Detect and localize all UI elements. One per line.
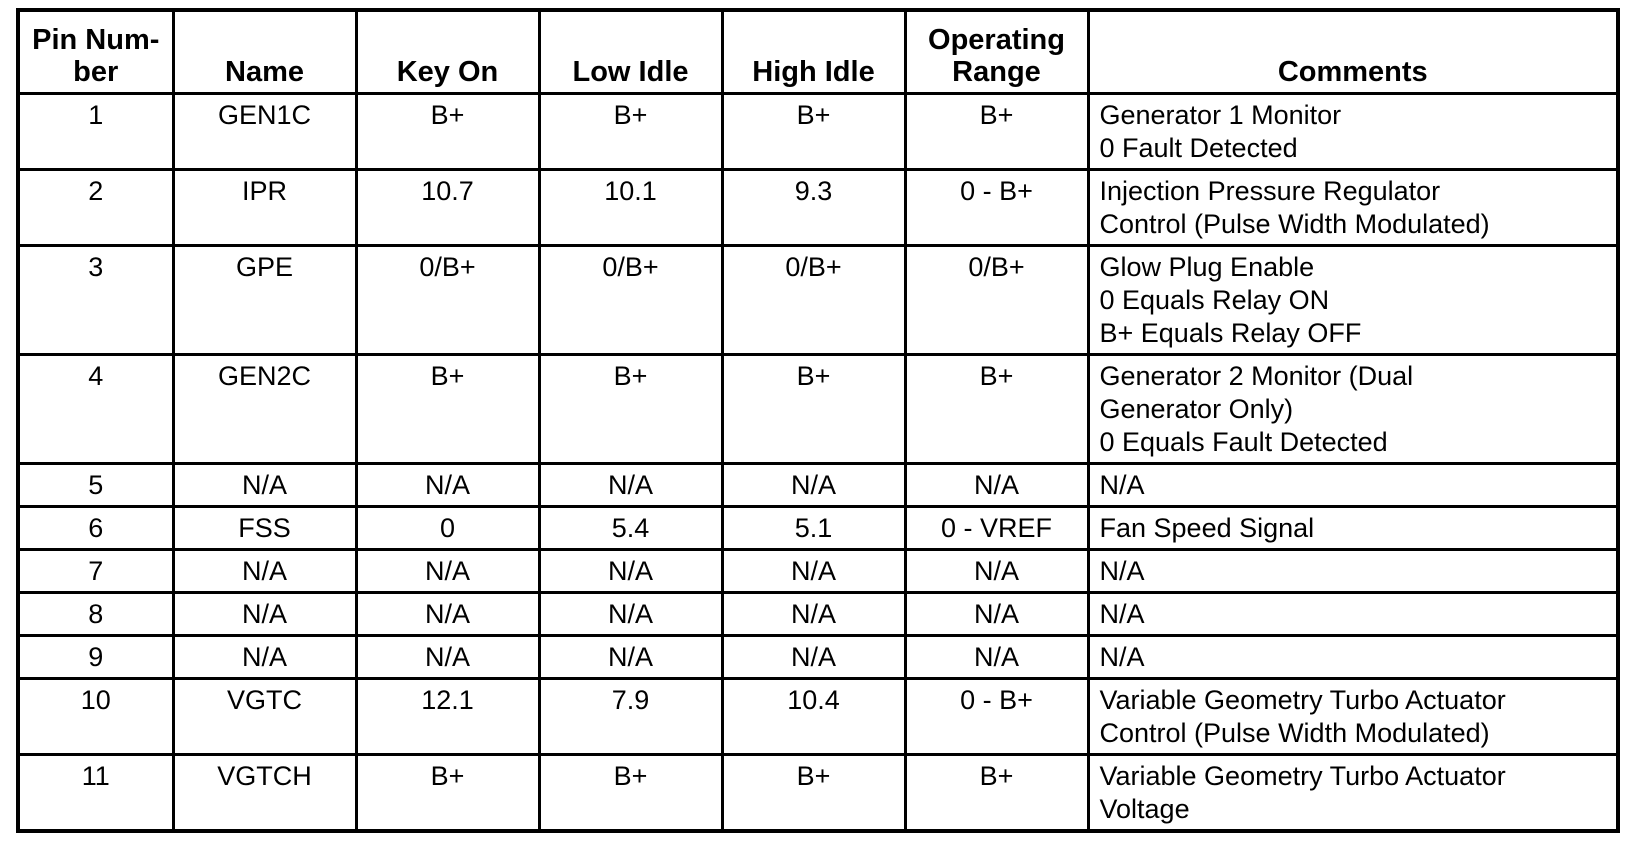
table-row: [18, 636, 1618, 679]
comment-line: 0 Fault Detected: [1099, 133, 1298, 163]
comment-line: Generator Only): [1099, 394, 1294, 424]
comment-line: N/A: [1099, 599, 1145, 629]
low-idle-cell: 10.1: [539, 170, 722, 246]
high-idle-cell: 10.4: [722, 679, 905, 755]
name-cell: FSS: [173, 507, 356, 550]
table-header: [18, 10, 1618, 94]
table-row: [18, 507, 1618, 550]
low-idle-cell: N/A: [539, 550, 722, 593]
header-operating-line2: Range: [952, 56, 1041, 88]
name-cell: VGTC: [173, 679, 356, 755]
comments-cell: [1088, 246, 1618, 355]
header-operating-line1: Operating: [928, 24, 1065, 56]
key-on-cell: B+: [356, 355, 539, 464]
key-on-cell: N/A: [356, 593, 539, 636]
name-cell: N/A: [173, 550, 356, 593]
low-idle-cell: B+: [539, 755, 722, 832]
header-operating-range: [905, 10, 1088, 94]
high-idle-cell: 9.3: [722, 170, 905, 246]
low-idle-cell: B+: [539, 94, 722, 170]
high-idle-cell: N/A: [722, 593, 905, 636]
comment-line: Control (Pulse Width Modulated): [1099, 718, 1490, 748]
comments-cell: [1088, 170, 1618, 246]
name-cell: N/A: [173, 593, 356, 636]
table-row: [18, 94, 1618, 170]
pin-number-cell: 7: [18, 550, 173, 593]
pin-number-cell: 2: [18, 170, 173, 246]
comment-line: Glow Plug Enable: [1099, 252, 1315, 282]
table-row: [18, 170, 1618, 246]
comment-line: 0 Equals Fault Detected: [1099, 427, 1388, 457]
operating-range-cell: 0 - B+: [905, 170, 1088, 246]
comment-line: Voltage: [1099, 794, 1190, 824]
high-idle-cell: 0/B+: [722, 246, 905, 355]
high-idle-cell: B+: [722, 355, 905, 464]
high-idle-cell: N/A: [722, 464, 905, 507]
comment-line: N/A: [1099, 556, 1145, 586]
low-idle-cell: N/A: [539, 636, 722, 679]
operating-range-cell: B+: [905, 755, 1088, 832]
comments-cell: [1088, 355, 1618, 464]
high-idle-cell: 5.1: [722, 507, 905, 550]
comment-line: Variable Geometry Turbo Actuator: [1099, 761, 1506, 791]
pin-voltage-table: [16, 8, 1620, 833]
name-cell: IPR: [173, 170, 356, 246]
comment-line: Generator 2 Monitor (Dual: [1099, 361, 1414, 391]
header-pin-line2: ber: [73, 56, 119, 88]
comment-line: B+ Equals Relay OFF: [1099, 318, 1362, 348]
pin-number-cell: 10: [18, 679, 173, 755]
comments-cell: [1088, 94, 1618, 170]
comment-line: Control (Pulse Width Modulated): [1099, 209, 1490, 239]
pin-number-cell: 8: [18, 593, 173, 636]
key-on-cell: N/A: [356, 636, 539, 679]
comments-cell: [1088, 755, 1618, 832]
name-cell: VGTCH: [173, 755, 356, 832]
low-idle-cell: B+: [539, 355, 722, 464]
high-idle-cell: N/A: [722, 636, 905, 679]
pin-table-container: [16, 8, 1620, 833]
low-idle-cell: N/A: [539, 593, 722, 636]
comments-cell: [1088, 593, 1618, 636]
header-low-idle: Low Idle: [539, 10, 722, 94]
pin-number-cell: 9: [18, 636, 173, 679]
table-row: [18, 246, 1618, 355]
operating-range-cell: 0 - B+: [905, 679, 1088, 755]
comments-cell: [1088, 507, 1618, 550]
key-on-cell: 10.7: [356, 170, 539, 246]
header-key-on: Key On: [356, 10, 539, 94]
comments-cell: [1088, 464, 1618, 507]
table-row: [18, 593, 1618, 636]
name-cell: GPE: [173, 246, 356, 355]
operating-range-cell: N/A: [905, 636, 1088, 679]
comment-line: 0 Equals Relay ON: [1099, 285, 1330, 315]
name-cell: GEN2C: [173, 355, 356, 464]
header-name: Name: [173, 10, 356, 94]
pin-number-cell: 4: [18, 355, 173, 464]
name-cell: GEN1C: [173, 94, 356, 170]
table-row: [18, 464, 1618, 507]
comments-cell: [1088, 550, 1618, 593]
operating-range-cell: N/A: [905, 550, 1088, 593]
header-comments: Comments: [1088, 10, 1618, 94]
low-idle-cell: 7.9: [539, 679, 722, 755]
comment-line: N/A: [1099, 642, 1145, 672]
pin-number-cell: 6: [18, 507, 173, 550]
high-idle-cell: N/A: [722, 550, 905, 593]
operating-range-cell: N/A: [905, 593, 1088, 636]
comment-line: Injection Pressure Regulator: [1099, 176, 1441, 206]
pin-number-cell: 1: [18, 94, 173, 170]
key-on-cell: N/A: [356, 464, 539, 507]
key-on-cell: 12.1: [356, 679, 539, 755]
comment-line: N/A: [1099, 470, 1145, 500]
comment-line: Variable Geometry Turbo Actuator: [1099, 685, 1506, 715]
table-row: [18, 355, 1618, 464]
key-on-cell: B+: [356, 755, 539, 832]
header-pin-number: [18, 10, 173, 94]
name-cell: N/A: [173, 636, 356, 679]
key-on-cell: 0/B+: [356, 246, 539, 355]
operating-range-cell: 0 - VREF: [905, 507, 1088, 550]
pin-number-cell: 3: [18, 246, 173, 355]
operating-range-cell: N/A: [905, 464, 1088, 507]
key-on-cell: N/A: [356, 550, 539, 593]
header-row: [18, 10, 1618, 94]
header-high-idle: High Idle: [722, 10, 905, 94]
high-idle-cell: B+: [722, 94, 905, 170]
table-row: [18, 679, 1618, 755]
operating-range-cell: B+: [905, 94, 1088, 170]
table-body: [18, 94, 1618, 832]
low-idle-cell: 5.4: [539, 507, 722, 550]
pin-number-cell: 5: [18, 464, 173, 507]
name-cell: N/A: [173, 464, 356, 507]
operating-range-cell: B+: [905, 355, 1088, 464]
table-row: [18, 550, 1618, 593]
header-pin-line1: Pin Num-: [32, 24, 160, 56]
low-idle-cell: N/A: [539, 464, 722, 507]
comments-cell: [1088, 636, 1618, 679]
pin-number-cell: 11: [18, 755, 173, 832]
comment-line: Generator 1 Monitor: [1099, 100, 1342, 130]
table-row: [18, 755, 1618, 832]
low-idle-cell: 0/B+: [539, 246, 722, 355]
key-on-cell: 0: [356, 507, 539, 550]
comment-line: Fan Speed Signal: [1099, 513, 1315, 543]
high-idle-cell: B+: [722, 755, 905, 832]
operating-range-cell: 0/B+: [905, 246, 1088, 355]
comments-cell: [1088, 679, 1618, 755]
key-on-cell: B+: [356, 94, 539, 170]
